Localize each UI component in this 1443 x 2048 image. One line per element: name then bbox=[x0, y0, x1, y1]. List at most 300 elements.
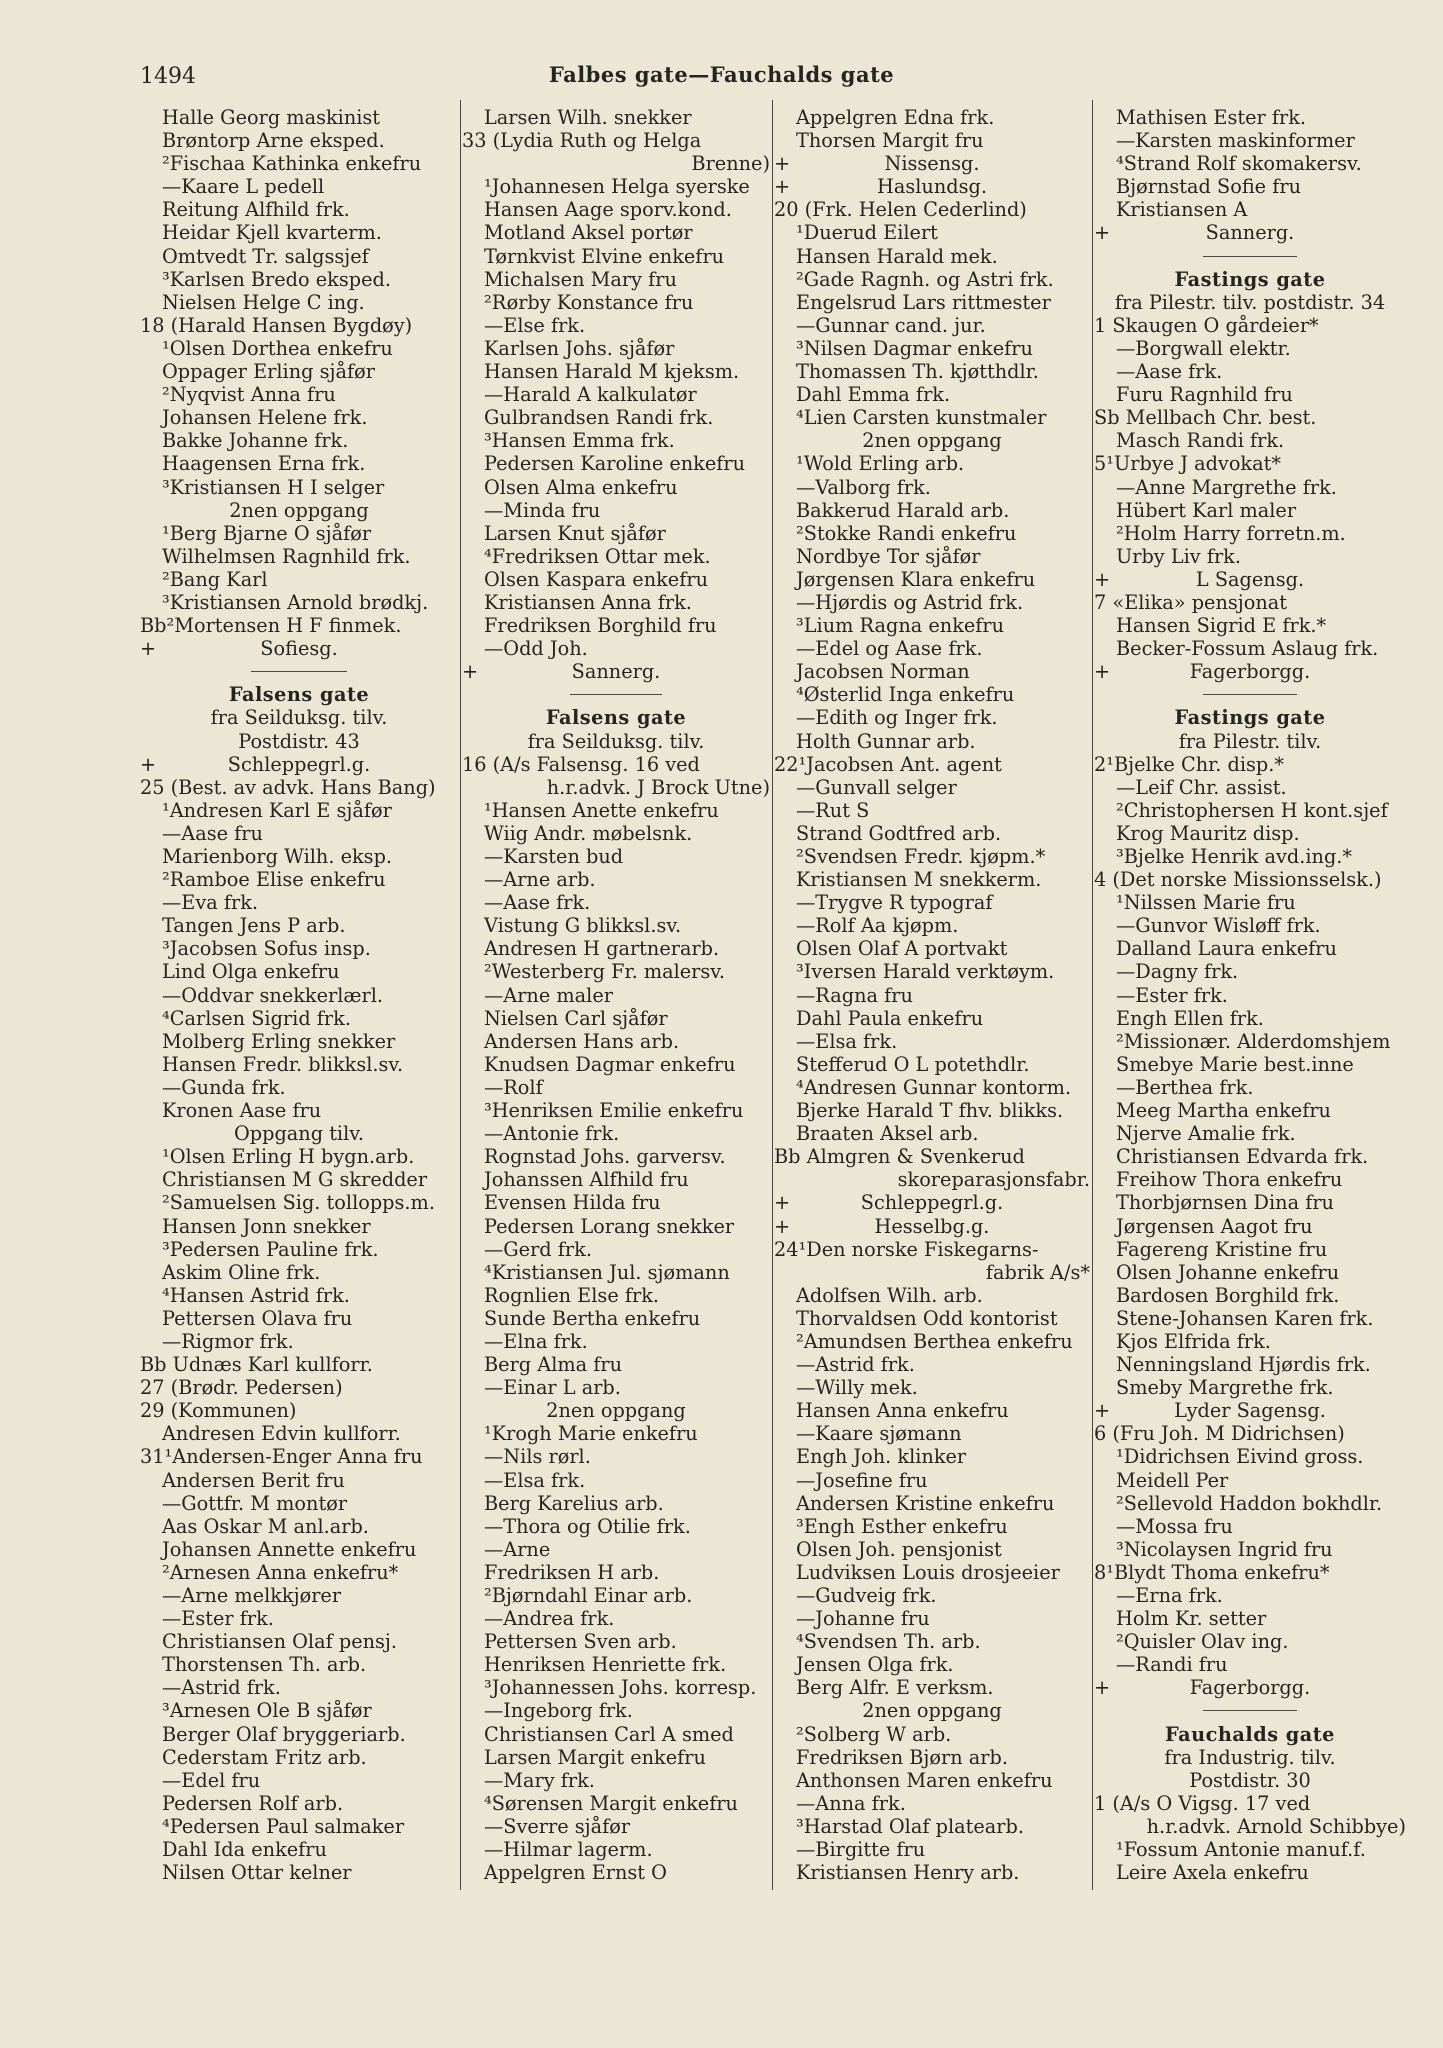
directory-entry: ¹Olsen Dorthea enkefru bbox=[162, 336, 393, 360]
directory-entry: Freihow Thora enkefru bbox=[1116, 1168, 1343, 1192]
directory-entry: Dahl Emma frk. bbox=[796, 383, 951, 407]
directory-entry: fabrik A/s* bbox=[985, 1260, 1090, 1284]
directory-entry: Oppager Erling sjåfør bbox=[162, 360, 375, 384]
cross-street-icon: + bbox=[1094, 221, 1111, 245]
directory-entry: Brøntorp Arne eksped. bbox=[162, 129, 385, 153]
directory-entry: ²Bjørndahl Einar arb. bbox=[484, 1584, 693, 1607]
directory-entry: Smeby Margrethe frk. bbox=[1116, 1376, 1334, 1400]
directory-entry: 16 (A/s Falsensg. 16 ved bbox=[462, 752, 700, 776]
directory-entry: —Edel fru bbox=[162, 1768, 261, 1792]
directory-entry: —Arne maler bbox=[484, 983, 613, 1007]
directory-entry: 4 (Det norske Missionsselsk.) bbox=[1094, 868, 1382, 892]
directory-entry: Christiansen Edvarda frk. bbox=[1116, 1145, 1369, 1169]
directory-entry: Fagereng Kristine fru bbox=[1116, 1237, 1328, 1261]
directory-entry: Andresen H gartnerarb. bbox=[484, 937, 720, 961]
section-note: 2nen oppgang bbox=[862, 1699, 1002, 1723]
directory-entry: —Gudveig frk. bbox=[796, 1584, 937, 1607]
directory-entry: Appelgren Ernst O bbox=[484, 1861, 667, 1885]
street-heading: Falsens gate bbox=[545, 706, 687, 730]
directory-entry: ⁴Svendsen Th. arb. bbox=[796, 1630, 981, 1654]
directory-entry: —Elsa frk. bbox=[796, 1029, 898, 1053]
cross-street-icon: + bbox=[1094, 1399, 1111, 1423]
section-note: fra Pilestr. tilv. postdistr. 34 bbox=[1114, 290, 1386, 314]
directory-entry: —Karsten bud bbox=[484, 845, 624, 868]
directory-column-3 bbox=[774, 106, 1090, 1884]
cross-street-icon: + bbox=[774, 152, 791, 176]
directory-entry: Nielsen Helge C ing. bbox=[162, 290, 365, 314]
directory-entry: Kjos Elfrida frk. bbox=[1116, 1329, 1271, 1353]
cross-street-label: Schleppegrl.g. bbox=[227, 752, 371, 776]
cross-street-label: Lyder Sagensg. bbox=[1174, 1399, 1326, 1423]
directory-entry: —Johanne fru bbox=[796, 1607, 930, 1631]
section-note: fra Pilestr. tilv. bbox=[1178, 729, 1322, 753]
directory-entry: Bb²Mortensen H F finmek. bbox=[140, 614, 402, 638]
directory-entry: Evensen Hilda fru bbox=[484, 1191, 661, 1215]
directory-entry: ¹Nilssen Marie fru bbox=[1116, 891, 1296, 915]
cross-street-marker bbox=[140, 753, 458, 776]
directory-entry: Dahl Ida enkefru bbox=[162, 1838, 327, 1862]
directory-entry: Bb Udnæs Karl kullforr. bbox=[140, 1353, 373, 1377]
directory-entry: Johansen Annette enkefru bbox=[162, 1537, 417, 1561]
street-heading: Falsens gate bbox=[228, 683, 370, 707]
directory-entry: —Ingeborg frk. bbox=[484, 1699, 633, 1723]
directory-entry: —Mary frk. bbox=[484, 1768, 595, 1792]
cross-street-label: L Sagensg. bbox=[1195, 567, 1305, 591]
directory-entry: Pettersen Olava fru bbox=[162, 1306, 353, 1330]
directory-entry: Masch Randi frk. bbox=[1116, 429, 1285, 453]
directory-entry: —Mossa fru bbox=[1116, 1514, 1233, 1538]
street-heading: Fastings gate bbox=[1174, 267, 1326, 291]
directory-entry: Rognlien Else frk. bbox=[484, 1283, 660, 1307]
cross-street-icon: + bbox=[140, 637, 157, 661]
directory-entry: ²Christophersen H kont.sjef bbox=[1116, 798, 1388, 822]
directory-entry: h.r.advk. J Brock Utne) bbox=[546, 775, 770, 799]
directory-entry: Christiansen Carl A smed bbox=[484, 1722, 734, 1746]
directory-entry: Nielsen Carl sjåfør bbox=[484, 1006, 668, 1030]
directory-entry: ³Pedersen Pauline frk. bbox=[162, 1237, 379, 1261]
directory-entry: 8¹Blydt Thoma enkefru* bbox=[1094, 1560, 1330, 1584]
directory-entry: Thorvaldsen Odd kontorist bbox=[796, 1306, 1058, 1330]
section-note: 2nen oppgang bbox=[546, 1399, 686, 1423]
directory-entry: ²Solberg W arb. bbox=[796, 1722, 952, 1746]
directory-entry: —Kaare sjømann bbox=[796, 1422, 962, 1446]
directory-entry: ²Gade Ragnh. og Astri frk. bbox=[796, 267, 1054, 291]
directory-entry: Larsen Margit enkefru bbox=[484, 1745, 706, 1769]
section-note: Postdistr. 43 bbox=[238, 729, 360, 753]
directory-entry: Berg Alfr. E verksm. bbox=[796, 1676, 994, 1700]
cross-street-label: Hesselbg.g. bbox=[874, 1214, 990, 1238]
directory-entry: Johanssen Alfhild fru bbox=[484, 1168, 689, 1192]
directory-entry: Hansen Jonn snekker bbox=[162, 1214, 371, 1238]
directory-entry: 29 (Kommunen) bbox=[140, 1399, 297, 1423]
directory-entry: —Gunnar cand. jur. bbox=[796, 313, 986, 337]
directory-entry: ¹Johannesen Helga syerske bbox=[484, 175, 750, 199]
directory-entry: —Dagny frk. bbox=[1116, 960, 1239, 984]
cross-street-marker bbox=[1094, 660, 1406, 683]
directory-entry: ²Svendsen Fredr. kjøpm.* bbox=[796, 845, 1046, 868]
directory-entry: ³Arnesen Ole B sjåfør bbox=[162, 1699, 372, 1723]
directory-entry: Pettersen Sven arb. bbox=[484, 1630, 677, 1654]
directory-entry: ⁴Østerlid Inga enkefru bbox=[796, 683, 1015, 707]
directory-entry: ³Nilsen Dagmar enkefru bbox=[796, 336, 1033, 360]
directory-entry: Jørgensen Klara enkefru bbox=[796, 567, 1036, 591]
directory-entry: —Willy mek. bbox=[796, 1376, 918, 1400]
directory-entry: —Borgwall elektr. bbox=[1116, 336, 1291, 360]
directory-entry: Mathisen Ester frk. bbox=[1116, 106, 1307, 129]
directory-entry: Hansen Fredr. blikksl.sv. bbox=[162, 1052, 404, 1076]
directory-entry: —Elna frk. bbox=[484, 1329, 588, 1353]
directory-entry: Hansen Harald M kjeksm. bbox=[484, 360, 740, 384]
cross-street-label: Fagerborgg. bbox=[1189, 660, 1311, 684]
directory-entry: Henriksen Henriette frk. bbox=[484, 1653, 727, 1677]
directory-entry: Nenningsland Hjørdis frk. bbox=[1116, 1353, 1371, 1377]
directory-entry: Olsen Olaf A portvakt bbox=[796, 937, 1008, 961]
directory-entry: ⁴Pedersen Paul salmaker bbox=[162, 1814, 405, 1838]
directory-entry: —Thora og Otilie frk. bbox=[484, 1514, 691, 1538]
directory-entry: Kristiansen Anna frk. bbox=[484, 590, 692, 614]
directory-entry: Berg Alma fru bbox=[484, 1353, 623, 1377]
directory-entry: Molberg Erling snekker bbox=[162, 1029, 396, 1053]
directory-entry: Hansen Harald mek. bbox=[796, 244, 998, 268]
directory-entry: ²Holm Harry forretn.m. bbox=[1116, 521, 1346, 545]
directory-entry: ³Karlsen Bredo eksped. bbox=[162, 267, 391, 291]
section-divider bbox=[140, 660, 458, 683]
cross-street-label: Sannerg. bbox=[1205, 221, 1295, 245]
directory-entry: Andersen Berit fru bbox=[162, 1468, 345, 1492]
cross-street-marker bbox=[1094, 221, 1406, 244]
directory-entry: Aas Oskar M anl.arb. bbox=[162, 1514, 369, 1538]
cross-street-marker bbox=[1094, 1399, 1406, 1422]
directory-entry: Sunde Bertha enkefru bbox=[484, 1306, 701, 1330]
directory-entry: Pedersen Rolf arb. bbox=[162, 1791, 344, 1815]
directory-entry: ⁴Lien Carsten kunstmaler bbox=[796, 406, 1047, 430]
directory-entry: 22¹Jacobsen Ant. agent bbox=[774, 752, 1002, 776]
directory-entry: —Trygve R typograf bbox=[796, 891, 993, 915]
directory-entry: Kristiansen Henry arb. bbox=[796, 1861, 1020, 1885]
directory-entry: Omtvedt Tr. salgssjef bbox=[162, 244, 369, 268]
directory-entry: 33 (Lydia Ruth og Helga bbox=[462, 129, 702, 153]
cross-street-marker bbox=[140, 637, 458, 660]
directory-entry: Dahl Paula enkefru bbox=[796, 1006, 984, 1030]
cross-street-icon: + bbox=[774, 175, 791, 199]
directory-entry: ¹Olsen Erling H bygn.arb. bbox=[162, 1145, 415, 1169]
directory-entry: —Minda fru bbox=[484, 498, 601, 522]
directory-entry: ¹Didrichsen Eivind gross. bbox=[1116, 1445, 1364, 1469]
directory-entry: —Odd Joh. bbox=[484, 637, 588, 661]
directory-entry: Bakke Johanne frk. bbox=[162, 429, 349, 453]
directory-entry: Pedersen Karoline enkefru bbox=[484, 452, 746, 476]
directory-entry: —Ragna fru bbox=[796, 983, 913, 1007]
directory-entry: Engh Ellen frk. bbox=[1116, 1006, 1264, 1030]
directory-entry: ³Jacobsen Sofus insp. bbox=[162, 937, 371, 961]
directory-entry: ³Bjelke Henrik avd.ing.* bbox=[1116, 845, 1353, 868]
directory-entry: —Randi fru bbox=[1116, 1653, 1228, 1677]
directory-entry: —Birgitte fru bbox=[796, 1838, 926, 1862]
section-note: Postdistr. 30 bbox=[1189, 1768, 1311, 1792]
cross-street-marker bbox=[462, 660, 770, 683]
directory-entry: Berg Karelius arb. bbox=[484, 1491, 664, 1515]
directory-entry: Olsen Alma enkefru bbox=[484, 475, 678, 499]
directory-entry: ²Ramboe Elise enkefru bbox=[162, 868, 386, 892]
section-divider bbox=[1094, 245, 1406, 268]
directory-entry: Lind Olga enkefru bbox=[162, 960, 340, 984]
directory-entry: 7 «Elika» pensjonat bbox=[1094, 590, 1288, 614]
directory-entry: —Valborg frk. bbox=[796, 475, 931, 499]
directory-entry: Christiansen M G skredder bbox=[162, 1168, 428, 1192]
directory-entry: —Rolf bbox=[484, 1075, 543, 1099]
directory-entry: Larsen Wilh. snekker bbox=[484, 106, 692, 129]
directory-entry: 20 (Frk. Helen Cederlind) bbox=[774, 198, 1027, 222]
directory-entry: Hansen Aage sporv.kond. bbox=[484, 198, 732, 222]
cross-street-label: Sofiesg. bbox=[260, 637, 338, 661]
directory-entry: Tangen Jens P arb. bbox=[162, 914, 346, 938]
directory-entry: ⁴Sørensen Margit enkefru bbox=[484, 1791, 738, 1815]
section-note: fra Industrig. tilv. bbox=[1164, 1745, 1336, 1769]
directory-entry: Bjørnstad Sofie fru bbox=[1116, 175, 1301, 199]
directory-entry: —Astrid frk. bbox=[162, 1676, 281, 1700]
directory-entry: Haagensen Erna frk. bbox=[162, 452, 366, 476]
cross-street-marker bbox=[1094, 1676, 1406, 1699]
directory-entry: —Oddvar snekkerlærl. bbox=[162, 983, 384, 1007]
directory-entry: Hübert Karl maler bbox=[1116, 498, 1297, 522]
directory-entry: Becker-Fossum Aslaug frk. bbox=[1116, 637, 1379, 661]
directory-entry: Heidar Kjell kvarterm. bbox=[162, 221, 382, 245]
directory-entry: Engh Joh. klinker bbox=[796, 1445, 967, 1469]
directory-entry: —Berthea frk. bbox=[1116, 1075, 1254, 1099]
directory-entry: Thorstensen Th. arb. bbox=[162, 1653, 367, 1677]
directory-entry: —Ester frk. bbox=[162, 1607, 274, 1631]
directory-entry: —Astrid frk. bbox=[796, 1353, 915, 1377]
directory-entry: h.r.advk. Arnold Schibbye) bbox=[1146, 1814, 1406, 1838]
directory-entry: —Eva frk. bbox=[162, 891, 259, 915]
directory-entry: Michalsen Mary fru bbox=[484, 267, 677, 291]
directory-entry: —Harald A kalkulatør bbox=[484, 383, 697, 407]
column-divider bbox=[1092, 100, 1093, 1890]
directory-entry: —Erna frk. bbox=[1116, 1584, 1223, 1607]
directory-entry: Andersen Kristine enkefru bbox=[796, 1491, 1055, 1515]
directory-entry: ³Kristiansen H I selger bbox=[162, 475, 385, 499]
directory-entry: ³Henriksen Emilie enkefru bbox=[484, 1099, 744, 1123]
directory-entry: Tørnkvist Elvine enkefru bbox=[484, 244, 725, 268]
directory-entry: Engelsrud Lars rittmester bbox=[796, 290, 1051, 314]
directory-entry: ²Westerberg Fr. malersv. bbox=[484, 960, 726, 984]
directory-entry: 5¹Urbye J advokat* bbox=[1094, 452, 1282, 476]
directory-entry: Bardosen Borghild frk. bbox=[1116, 1283, 1340, 1307]
directory-entry: ³Harstad Olaf platearb. bbox=[796, 1814, 1024, 1838]
directory-entry: —Elsa frk. bbox=[484, 1468, 586, 1492]
directory-entry: ⁴Hansen Astrid frk. bbox=[162, 1283, 350, 1307]
directory-entry: Jensen Olga frk. bbox=[796, 1653, 954, 1677]
cross-street-icon: + bbox=[774, 1214, 791, 1238]
cross-street-label: Sannerg. bbox=[571, 660, 661, 684]
directory-entry: ³Johannessen Johs. korresp. bbox=[484, 1676, 757, 1700]
directory-entry: —Arne arb. bbox=[484, 868, 596, 892]
directory-entry: ¹Duerud Eilert bbox=[796, 221, 938, 245]
directory-entry: Cederstam Fritz arb. bbox=[162, 1745, 367, 1769]
directory-entry: ²Missionær. Alderdomshjem bbox=[1116, 1029, 1391, 1053]
column-divider bbox=[460, 100, 461, 1890]
directory-column-1 bbox=[140, 106, 458, 1884]
directory-entry: ²Amundsen Berthea enkefru bbox=[796, 1329, 1073, 1353]
directory-entry: ¹Andresen Karl E sjåfør bbox=[162, 798, 392, 822]
directory-entry: Wilhelmsen Ragnhild frk. bbox=[162, 544, 411, 568]
directory-entry: Andresen Edvin kullforr. bbox=[162, 1422, 401, 1446]
directory-entry: Strand Godtfred arb. bbox=[796, 821, 1002, 845]
street-heading: Fastings gate bbox=[1174, 706, 1326, 730]
street-heading: Fauchalds gate bbox=[1165, 1722, 1335, 1746]
directory-entry: Holth Gunnar arb. bbox=[796, 729, 976, 753]
directory-entry: Braaten Aksel arb. bbox=[796, 1122, 979, 1146]
page-number: 1494 bbox=[140, 64, 196, 89]
directory-entry: Furu Ragnhild fru bbox=[1116, 383, 1293, 407]
cross-street-marker bbox=[774, 1191, 1090, 1214]
cross-street-label: Schleppegrl.g. bbox=[860, 1191, 1004, 1215]
directory-entry: —Sverre sjåfør bbox=[484, 1814, 631, 1838]
directory-entry: 25 (Best. av advk. Hans Bang) bbox=[140, 775, 436, 799]
directory-entry: ³Iversen Harald verktøym. bbox=[796, 960, 1055, 984]
directory-entry: —Andrea frk. bbox=[484, 1607, 615, 1631]
directory-entry: ²Fischaa Kathinka enkefru bbox=[162, 152, 422, 176]
directory-entry: 2¹Bjelke Chr. disp.* bbox=[1094, 752, 1284, 776]
directory-entry: Pedersen Lorang snekker bbox=[484, 1214, 735, 1238]
directory-entry: Fredriksen Borghild fru bbox=[484, 614, 717, 638]
directory-entry: ²Samuelsen Sig. tollopps.m. bbox=[162, 1191, 435, 1215]
directory-entry: ⁴Carlsen Sigrid frk. bbox=[162, 1006, 351, 1030]
directory-entry: —Gerd frk. bbox=[484, 1237, 592, 1261]
directory-entry: Andersen Hans arb. bbox=[484, 1029, 680, 1053]
directory-entry: ²Bang Karl bbox=[162, 567, 268, 591]
directory-entry: ⁴Fredriksen Ottar mek. bbox=[484, 544, 711, 568]
directory-entry: ³Kristiansen Arnold brødkj. bbox=[162, 590, 429, 614]
section-note: 2nen oppgang bbox=[862, 429, 1002, 453]
directory-entry: Karlsen Johs. sjåfør bbox=[484, 336, 675, 360]
directory-entry: —Edith og Inger frk. bbox=[796, 706, 998, 730]
directory-entry: Kronen Aase fru bbox=[162, 1099, 322, 1123]
directory-entry: 1 Skaugen O gårdeier* bbox=[1094, 313, 1319, 337]
directory-entry: —Gottfr. M montør bbox=[162, 1491, 348, 1515]
directory-entry: Fredriksen H arb. bbox=[484, 1560, 660, 1584]
cross-street-marker bbox=[774, 152, 1090, 175]
directory-entry: skoreparasjonsfabr. bbox=[897, 1168, 1090, 1192]
directory-entry: Olsen Kaspara enkefru bbox=[484, 567, 708, 591]
cross-street-icon: + bbox=[462, 660, 479, 684]
directory-entry: Olsen Johanne enkefru bbox=[1116, 1260, 1340, 1284]
directory-entry: Reitung Alfhild frk. bbox=[162, 198, 350, 222]
directory-entry: Vistung G blikksl.sv. bbox=[484, 914, 682, 938]
directory-entry: Motland Aksel portør bbox=[484, 221, 693, 245]
directory-entry: Thomassen Th. kjøtthdlr. bbox=[796, 360, 1039, 384]
directory-entry: ²Quisler Olav ing. bbox=[1116, 1630, 1289, 1654]
directory-entry: Urby Liv frk. bbox=[1116, 544, 1241, 568]
cross-street-icon: + bbox=[1094, 660, 1111, 684]
directory-entry: 24¹Den norske Fiskegarns- bbox=[774, 1237, 1039, 1261]
directory-entry: Olsen Joh. pensjonist bbox=[796, 1537, 1002, 1561]
directory-entry: Johansen Helene frk. bbox=[162, 406, 368, 430]
directory-entry: —Else frk. bbox=[484, 313, 586, 337]
section-note: fra Seilduksg. tilv. bbox=[527, 729, 705, 753]
cross-street-icon: + bbox=[1094, 1676, 1111, 1700]
directory-entry: ¹Berg Bjarne O sjåfør bbox=[162, 521, 372, 545]
directory-entry: ³Engh Esther enkefru bbox=[796, 1514, 1008, 1538]
directory-entry: ²Rørby Konstance fru bbox=[484, 290, 694, 314]
directory-entry: Wiig Andr. møbelsnk. bbox=[484, 821, 693, 845]
cross-street-icon: + bbox=[1094, 567, 1111, 591]
directory-entry: —Karsten maskinformer bbox=[1116, 129, 1355, 153]
cross-street-marker bbox=[1094, 568, 1406, 591]
directory-entry: —Gunvall selger bbox=[796, 775, 957, 799]
directory-entry: —Rolf Aa kjøpm. bbox=[796, 914, 959, 938]
directory-entry: Hansen Sigrid E frk.* bbox=[1116, 614, 1327, 638]
directory-entry: Christiansen Olaf pensj. bbox=[162, 1630, 398, 1654]
directory-entry: Holm Kr. setter bbox=[1116, 1607, 1267, 1631]
directory-entry: Meidell Per bbox=[1116, 1468, 1229, 1492]
directory-entry: ¹Hansen Anette enkefru bbox=[484, 798, 719, 822]
directory-entry: —Aase fru bbox=[162, 821, 263, 845]
directory-entry: 27 (Brødr. Pedersen) bbox=[140, 1376, 343, 1400]
section-note: Oppgang tilv. bbox=[233, 1122, 365, 1146]
directory-entry: —Gunda frk. bbox=[162, 1075, 286, 1099]
directory-entry: Smebye Marie best.inne bbox=[1116, 1052, 1354, 1076]
directory-entry: Bjerke Harald T fhv. blikks. bbox=[796, 1099, 1064, 1123]
cross-street-label: Nissensg. bbox=[884, 152, 980, 176]
directory-column-2 bbox=[462, 106, 770, 1884]
directory-entry: —Arne melkkjører bbox=[162, 1584, 342, 1607]
directory-entry: Stene-Johansen Karen frk. bbox=[1116, 1306, 1374, 1330]
directory-entry: Nilsen Ottar kelner bbox=[162, 1861, 352, 1885]
directory-entry: Rognstad Johs. garversv. bbox=[484, 1145, 726, 1169]
directory-entry: —Nils rørl. bbox=[484, 1445, 591, 1469]
cross-street-label: Fagerborgg. bbox=[1189, 1676, 1311, 1700]
directory-entry: Njerve Amalie frk. bbox=[1116, 1122, 1296, 1146]
directory-entry: ²Sellevold Haddon bokhdlr. bbox=[1116, 1491, 1383, 1515]
directory-entry: —Josefine fru bbox=[796, 1468, 928, 1492]
directory-entry: —Gunvor Wisløff frk. bbox=[1116, 914, 1321, 938]
cross-street-marker bbox=[774, 175, 1090, 198]
directory-entry: Larsen Knut sjåfør bbox=[484, 521, 666, 545]
directory-entry: —Anne Margrethe frk. bbox=[1116, 475, 1337, 499]
section-divider bbox=[462, 683, 770, 706]
directory-entry: ³Nicolaysen Ingrid fru bbox=[1116, 1537, 1333, 1561]
directory-column-4 bbox=[1094, 106, 1406, 1884]
directory-entry: Hansen Anna enkefru bbox=[796, 1399, 1009, 1423]
directory-entry: Leire Axela enkefru bbox=[1116, 1861, 1309, 1885]
directory-entry: Bakkerud Harald arb. bbox=[796, 498, 1010, 522]
directory-entry: —Anna frk. bbox=[796, 1791, 906, 1815]
page-title: Falbes gate—Fauchalds gate bbox=[548, 62, 895, 87]
directory-entry: Appelgren Edna frk. bbox=[796, 106, 995, 129]
directory-entry: Gulbrandsen Randi frk. bbox=[484, 406, 714, 430]
directory-entry: ¹Fossum Antonie manuf.f. bbox=[1116, 1838, 1366, 1862]
directory-entry: Kristiansen M snekkerm. bbox=[796, 868, 1042, 892]
directory-entry: ¹Krogh Marie enkefru bbox=[484, 1422, 698, 1446]
directory-entry: —Hjørdis og Astrid frk. bbox=[796, 590, 1024, 614]
directory-entry: Fredriksen Bjørn arb. bbox=[796, 1745, 1008, 1769]
directory-entry: —Rigmor frk. bbox=[162, 1329, 294, 1353]
section-divider bbox=[1094, 1699, 1406, 1722]
directory-entry: —Einar L arb. bbox=[484, 1376, 621, 1400]
directory-entry: ⁴Strand Rolf skomakersv. bbox=[1116, 152, 1362, 176]
directory-entry: —Leif Chr. assist. bbox=[1116, 775, 1287, 799]
directory-entry: Brenne) bbox=[691, 152, 770, 176]
directory-entry: ²Arnesen Anna enkefru* bbox=[162, 1560, 399, 1584]
directory-entry: Anthonsen Maren enkefru bbox=[796, 1768, 1053, 1792]
directory-entry: —Kaare L pedell bbox=[162, 175, 325, 199]
column-divider bbox=[772, 100, 773, 1890]
cross-street-icon: + bbox=[774, 1191, 791, 1215]
directory-entry: ²Stokke Randi enkefru bbox=[796, 521, 1017, 545]
directory-entry: Stefferud O L potethdlr. bbox=[796, 1052, 1030, 1076]
cross-street-icon: + bbox=[140, 752, 157, 776]
